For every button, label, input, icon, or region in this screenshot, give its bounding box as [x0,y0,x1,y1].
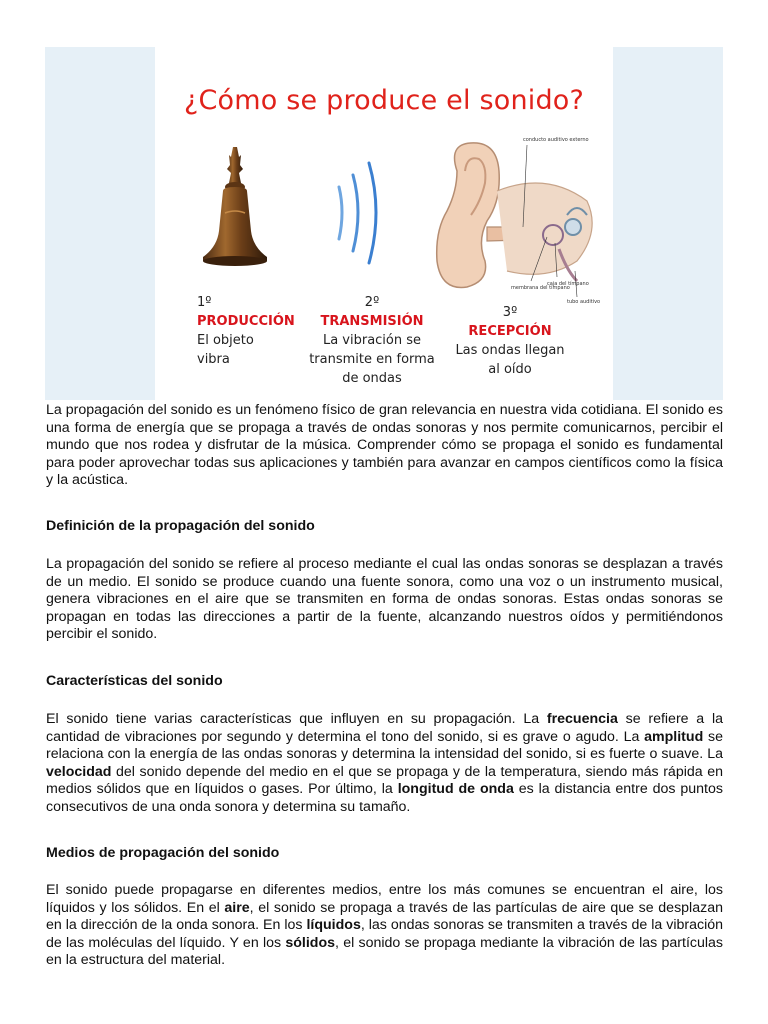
ear-label-cavity: caja del tímpano [547,281,589,287]
sound-waves-icon [331,157,391,267]
term-solids: sólidos [285,934,336,951]
step-name: RECEPCIÓN [468,324,552,339]
bell-icon [195,143,275,283]
text-run: El sonido tiene varias características que influyen en su propagación. La [46,711,547,727]
term-air: aire [224,899,250,916]
section-heading-definition: Definición de la propagación del sonido [46,518,315,534]
media-paragraph [46,882,723,970]
step-number: 3º [502,305,518,320]
step-desc-line: La vibración se [322,333,422,348]
text-run: es la distancia entre dos puntos consecutivos de una onda sonora y determina su tamaño. [46,781,723,815]
term-wavelength: longitud de onda [397,781,514,797]
text-run: , las ondas sonoras se transmiten a través de la vibración de las moléculas del líquido. Y en los [46,917,724,951]
step-number: 2º [364,295,380,310]
step-desc-line: vibra [197,352,230,367]
step-transmission [307,293,437,388]
step-desc-line: El objeto [197,333,254,348]
step-number: 1º [197,295,212,310]
text-run: , el sonido se propaga mediante la vibración de las partículas en la estructura del material. [46,934,724,968]
ear-label-membrane: membrana del tímpano [511,285,570,291]
step-desc-line: transmite en forma [309,352,435,367]
step-desc-line: al oído [488,362,532,377]
step-desc-line: Las ondas llegan [455,343,565,358]
section-heading-characteristics: Características del sonido [46,673,223,689]
ear-label-canal: conducto auditivo externo [523,137,589,143]
term-amplitude: amplitud [644,728,704,745]
intro-paragraph: La propagación del sonido es un fenómeno físico de gran relevancia en nuestra vida cotidiana. El sonido es una forma de energía que se propaga a través de ondas sonoras y nos permite comunicarnos, percibir el mundo que nos rodea y disfrutar de la música. Comprender cómo se propaga el sonido es fundamental para poder aprovechar todas sus aplicaciones y también para avanzar en campos científicos como la física y la acústica. [46,402,723,488]
term-velocity: velocidad [46,763,112,780]
text-run: se refiere a la cantidad de vibraciones por segundo y determina el tono del sonido, si es grave o agudo. La [46,711,723,745]
sound-production-figure [45,47,723,400]
definition-paragraph: La propagación del sonido se refiere al proceso mediante el cual las ondas sonoras se desplazan a través de un medio. El sonido se produce cuando una fuente sonora, como una voz o un instrumento musical, genera vibraciones en el aire que se transmiten en forma de ondas sonoras. Estas ondas sonoras se propagan en todas las direcciones a partir de la fuente, alcanzando nuestros oídos y permitiéndonos percibir el sonido. [46,556,723,642]
step-name: TRANSMISIÓN [320,314,424,329]
text-run: se relaciona con la energía de las ondas sonoras y determina la intensidad del sonido, si es fuerte o suave. La [46,728,723,762]
section-heading-media: Medios de propagación del sonido [46,845,280,861]
ear-diagram-icon [427,131,607,311]
figure-title: ¿Cómo se produce el sonido? [183,85,585,116]
text-run: , el sonido se propaga a través de las partículas de aire que se desplazan en la dirección de la onda sonora. En los [46,899,723,933]
term-liquids: líquidos [306,917,361,933]
step-desc-line: de ondas [342,371,402,386]
text-run: del sonido depende del medio en el que se propaga y de la temperatura, siendo más rápida en medios sólidos que en líquidos o gases. Por último, la [46,763,723,797]
step-production [197,293,295,369]
characteristics-paragraph [46,711,723,816]
term-frequency: frecuencia [546,711,618,727]
step-name: PRODUCCIÓN [197,314,295,329]
ear-label-tube: tubo auditivo [567,299,601,305]
step-reception [445,303,575,379]
text-run: El sonido puede propagarse en diferentes medios, entre los más comunes se encuentran el aire, los líquidos y los sólidos. En el [46,882,723,916]
